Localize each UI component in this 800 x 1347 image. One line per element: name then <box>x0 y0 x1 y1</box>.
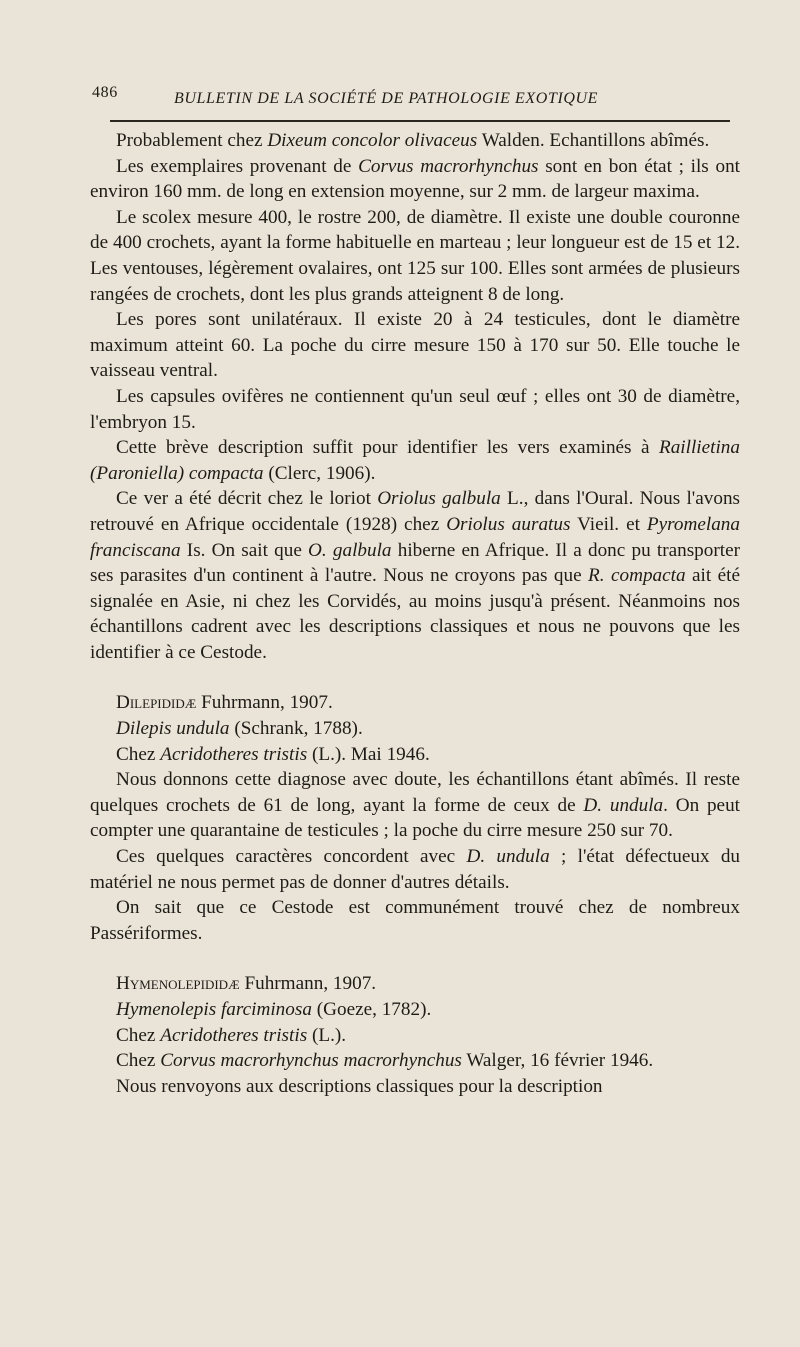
paragraph: Les capsules ovifères ne contiennent qu'un seul œuf ; elles ont 30 de diamètre, l'embryon 15. <box>90 385 740 433</box>
section-gap <box>90 946 740 971</box>
paragraph: Cette brève description suffit pour identifier les vers examinés à Raillietina (Paroniella) compacta (Clerc, 1906). <box>90 437 740 484</box>
species-heading: Dilepis undula (Schrank, 1788). <box>116 718 363 740</box>
paragraph: Les pores sont unilatéraux. Il existe 20 à 24 testicules, dont le diamètre maximum atteint 60. La poche du cirre mesure 150 à 170 sur 50. Elle touche le vaisseau ventral. <box>90 309 740 382</box>
running-title: BULLETIN DE LA SOCIÉTÉ DE PATHOLOGIE EXOTIQUE <box>174 90 599 107</box>
page-number: 486 <box>92 84 118 101</box>
header-rule <box>110 120 730 122</box>
species-name: Raillietina (Paroniella) compacta <box>90 437 740 484</box>
species-name: Pyromelana franciscana <box>90 513 740 561</box>
species-name: R. compacta <box>588 565 686 587</box>
species-name: Oriolus auratus <box>446 513 571 535</box>
host-line: Chez Acridotheres tristis (L.). Mai 1946. <box>116 743 430 765</box>
section-gap <box>90 665 740 690</box>
species-name: O. galbula <box>308 539 392 561</box>
paragraph: Ces quelques caractères concordent avec D. undula ; l'état défectueux du matériel ne nous permet pas de donner d'autres détails. <box>90 846 741 893</box>
paragraph: On sait que ce Cestode est communément trouvé chez de nombreux Passériformes. <box>90 897 740 944</box>
paragraph: Nous renvoyons aux descriptions classiques pour la description <box>116 1075 603 1097</box>
body-text <box>90 128 740 1099</box>
host-line: Chez Acridotheres tristis (L.). <box>116 1024 347 1046</box>
species-name: Dixeum concolor olivaceus <box>267 130 478 151</box>
family-heading: Hymenolepididæ Fuhrmann, 1907. <box>116 973 377 995</box>
paragraph: Ce ver a été décrit chez le loriot Oriolus galbula L., dans l'Oural. Nous l'avons retrouvé en Afrique occidentale (1928) chez Oriolus auratus Vieil. et Pyromelana franciscana Is. On sait que O. galbula hiberne en Afrique. Il a donc pu transporter ses parasites d'un continent à l'autre. Nous ne croyons pas que R. compacta ait été signalée en Asie, ni chez les Corvidés, au moins jusqu'à présent. Néanmoins nos échantillons cadrent avec les descriptions classiques et nous ne pouvons que les identifier à ce Cestode. <box>90 488 740 663</box>
paragraph: Les exemplaires provenant de Corvus macrorhynchus sont en bon état ; ils ont environ 160 mm. de long en extension moyenne, sur 2 mm. de largeur maxima. <box>90 155 740 203</box>
species-name: Corvus macrorhynchus <box>358 155 539 177</box>
host-line: Chez Corvus macrorhynchus macrorhynchus Walger, 16 février 1946. <box>116 1050 654 1072</box>
family-heading: Dilepididæ Fuhrmann, 1907. <box>116 692 333 714</box>
species-name: Oriolus galbula <box>377 488 501 510</box>
paragraph: Probablement chez Dixeum concolor olivaceus Walden. Echantillons abîmés. <box>116 130 710 151</box>
species-heading: Hymenolepis farciminosa (Goeze, 1782). <box>116 999 432 1020</box>
paragraph: Nous donnons cette diagnose avec doute, les échantillons étant abîmés. Il reste quelques crochets de 61 de long, ayant la forme de ceux de D. undula. On peut compter une quarantaine de testicules ; la poche du cirre mesure 250 sur 70. <box>90 769 740 842</box>
paragraph: Le scolex mesure 400, le rostre 200, de diamètre. Il existe une double couronne de 400 crochets, ayant la forme habituelle en marteau ; leur longueur est de 15 et 12. Les ventouses, légèrement ovalaires, ont 125 sur 100. Elles sont armées de plusieurs rangées de crochets, dont les plus grands atteignent 8 de long. <box>90 206 740 305</box>
